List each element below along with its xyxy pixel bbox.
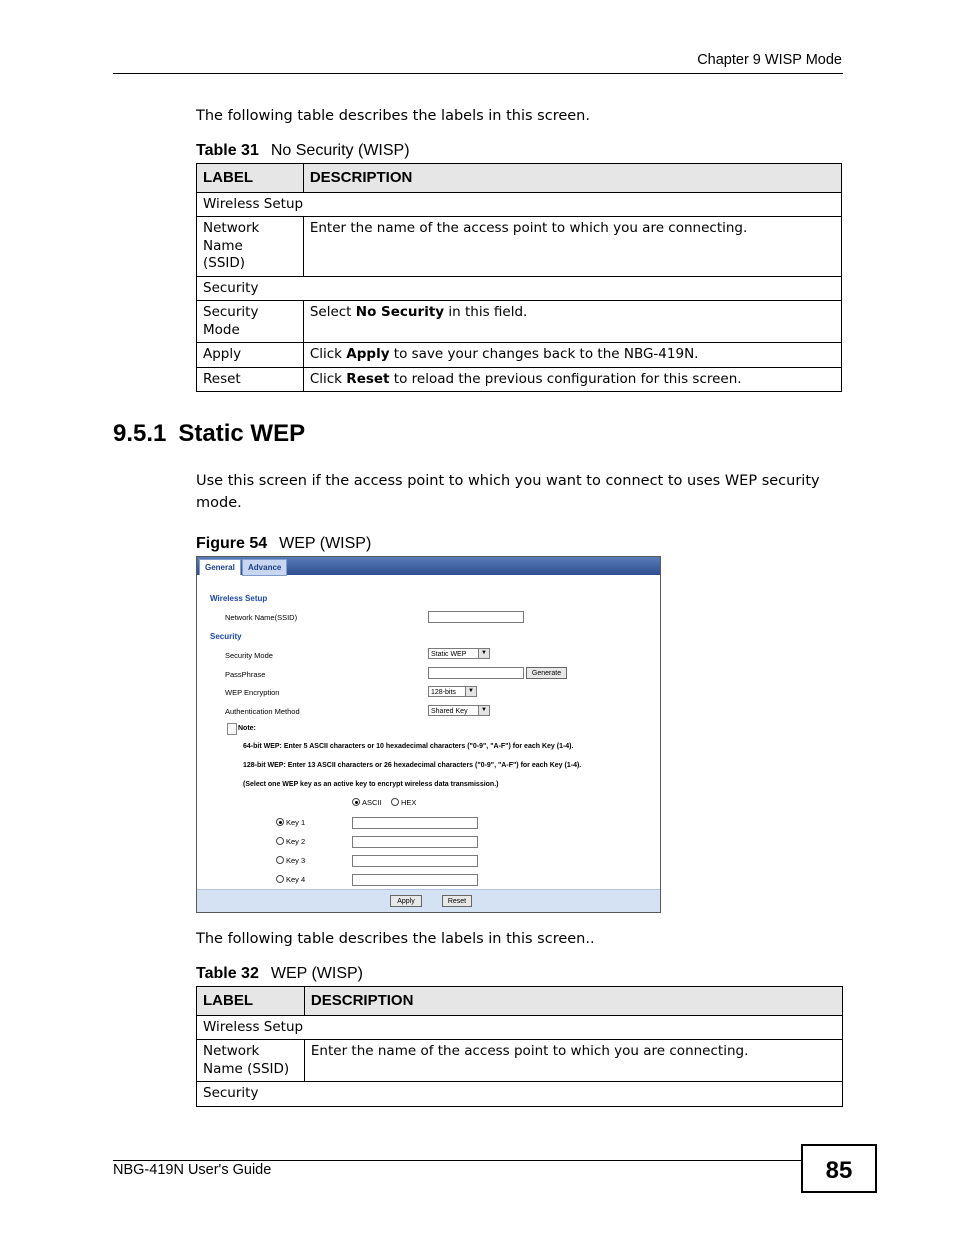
key2-input[interactable]: [352, 836, 478, 848]
table32-caption-number: Table 32: [196, 965, 259, 982]
table-row: [197, 343, 842, 368]
tab-general[interactable]: General: [199, 559, 241, 575]
tab-advance[interactable]: Advance: [242, 559, 287, 576]
hex-label: HEX: [401, 798, 417, 807]
note-64bit: 64-bit WEP: Enter 5 ASCII characters or 10 hexadecimal characters ("0-9", "A-F") for each Key (1-4).: [243, 743, 574, 750]
radio-icon: [391, 798, 399, 806]
chapter-header: Chapter 9 WISP Mode: [697, 52, 842, 68]
guide-title: NBG-419N User's Guide: [113, 1162, 272, 1178]
wep-encryption-select[interactable]: [428, 686, 477, 697]
radio-icon: [276, 837, 284, 845]
note-icon: [227, 723, 237, 735]
chevron-down-icon: ▼: [465, 687, 476, 696]
chevron-down-icon: ▼: [478, 649, 489, 658]
table-row: [197, 1082, 843, 1107]
header-label: LABEL: [197, 987, 305, 1016]
passphrase-label: PassPhrase: [225, 670, 266, 679]
row-label: Network Name (SSID): [197, 1040, 305, 1082]
section-title: Static WEP: [178, 420, 306, 447]
note-128bit: 128-bit WEP: Enter 13 ASCII characters or 26 hexadecimal characters ("0-9", "A-F") for each Key (1-4).: [243, 762, 582, 769]
radio-selected-icon: [352, 798, 360, 806]
table-row: [197, 367, 842, 392]
auth-method-select[interactable]: [428, 705, 490, 716]
table31: [196, 163, 842, 392]
table-row: [197, 1015, 843, 1040]
figure54-caption-number: Figure 54: [196, 535, 268, 552]
tab-bar: [197, 557, 660, 575]
wep-wisp-screenshot: [196, 556, 661, 913]
table32-caption: [196, 965, 363, 983]
auth-method-label: Authentication Method: [225, 707, 300, 716]
apply-button[interactable]: Apply: [390, 895, 422, 907]
section-row: Wireless Setup: [197, 1015, 843, 1040]
chevron-down-icon: ▼: [478, 706, 489, 715]
intro-paragraph-2: Use this screen if the access point to which you want to connect to uses WEP security mode.: [196, 473, 820, 511]
ascii-label: ASCII: [362, 798, 382, 807]
key3-input[interactable]: [352, 855, 478, 867]
section-heading: [113, 420, 317, 448]
wep-encryption-value: 128-bits: [431, 689, 456, 696]
action-bar: [197, 889, 660, 912]
page-number: 85: [801, 1144, 877, 1193]
header-rule: [113, 73, 843, 74]
key1-input[interactable]: [352, 817, 478, 829]
security-mode-select[interactable]: [428, 648, 490, 659]
auth-method-value: Shared Key: [431, 708, 468, 715]
figure54-caption-title: WEP (WISP): [279, 535, 372, 552]
table-row: [197, 217, 842, 277]
radio-icon: [276, 875, 284, 883]
passphrase-input[interactable]: [428, 667, 524, 679]
row-description: Click Apply to save your changes back to the NBG-419N.: [303, 343, 841, 368]
table-row: [197, 1040, 843, 1082]
radio-icon: [276, 856, 284, 864]
table32: [196, 986, 843, 1107]
table-header-row: [197, 164, 842, 193]
footer-rule: [113, 1160, 801, 1161]
network-name-input[interactable]: [428, 611, 524, 623]
key3-label: Key 3: [286, 856, 306, 865]
key2-label: Key 2: [286, 837, 306, 846]
key1-label: Key 1: [286, 818, 306, 827]
table32-caption-title: WEP (WISP): [270, 965, 363, 982]
generate-button[interactable]: Generate: [526, 667, 567, 679]
key4-label: Key 4: [286, 875, 306, 884]
row-label: Network Name (SSID): [197, 217, 304, 277]
section-row: Wireless Setup: [197, 192, 842, 217]
hex-radio[interactable]: [391, 798, 416, 807]
row-description: Click Reset to reload the previous configuration for this screen.: [303, 367, 841, 392]
table-row: [197, 192, 842, 217]
row-description: Enter the name of the access point to which you are connecting.: [303, 217, 841, 277]
security-heading: Security: [210, 632, 242, 641]
row-description: Enter the name of the access point to which you are connecting.: [304, 1040, 842, 1082]
section-row: Security: [197, 1082, 843, 1107]
table31-caption-title: No Security (WISP): [270, 142, 410, 159]
section-number: 9.5.1: [113, 420, 167, 447]
note-label: Note:: [238, 725, 256, 732]
wireless-setup-heading: Wireless Setup: [210, 594, 268, 603]
security-mode-label: Security Mode: [225, 651, 273, 660]
radio-selected-icon: [276, 818, 284, 826]
header-description: DESCRIPTION: [303, 164, 841, 193]
security-mode-value: Static WEP: [431, 651, 467, 658]
note-active-key: (Select one WEP key as an active key to encrypt wireless data transmission.): [243, 781, 499, 788]
table31-caption: [196, 142, 410, 160]
row-label: Apply: [197, 343, 304, 368]
reset-button[interactable]: Reset: [442, 895, 472, 907]
key4-radio[interactable]: [276, 875, 305, 884]
network-name-label: Network Name(SSID): [225, 613, 298, 622]
key1-radio[interactable]: [276, 818, 305, 827]
table31-caption-number: Table 31: [196, 142, 259, 159]
key2-radio[interactable]: [276, 837, 305, 846]
header-description: DESCRIPTION: [304, 987, 842, 1016]
intro-paragraph-1: The following table describes the labels in this screen.: [196, 108, 590, 124]
row-label: Security Mode: [197, 301, 304, 343]
table-row: [197, 276, 842, 301]
wep-encryption-label: WEP Encryption: [225, 688, 280, 697]
header-label: LABEL: [197, 164, 304, 193]
key3-radio[interactable]: [276, 856, 305, 865]
section-row: Security: [197, 276, 842, 301]
table-row: [197, 301, 842, 343]
intro-paragraph-3: The following table describes the labels in this screen..: [196, 931, 595, 947]
figure54-caption: [196, 535, 371, 553]
ascii-radio[interactable]: [352, 798, 382, 807]
row-label: Reset: [197, 367, 304, 392]
table-header-row: [197, 987, 843, 1016]
key4-input[interactable]: [352, 874, 478, 886]
row-description: Select No Security in this field.: [303, 301, 841, 343]
